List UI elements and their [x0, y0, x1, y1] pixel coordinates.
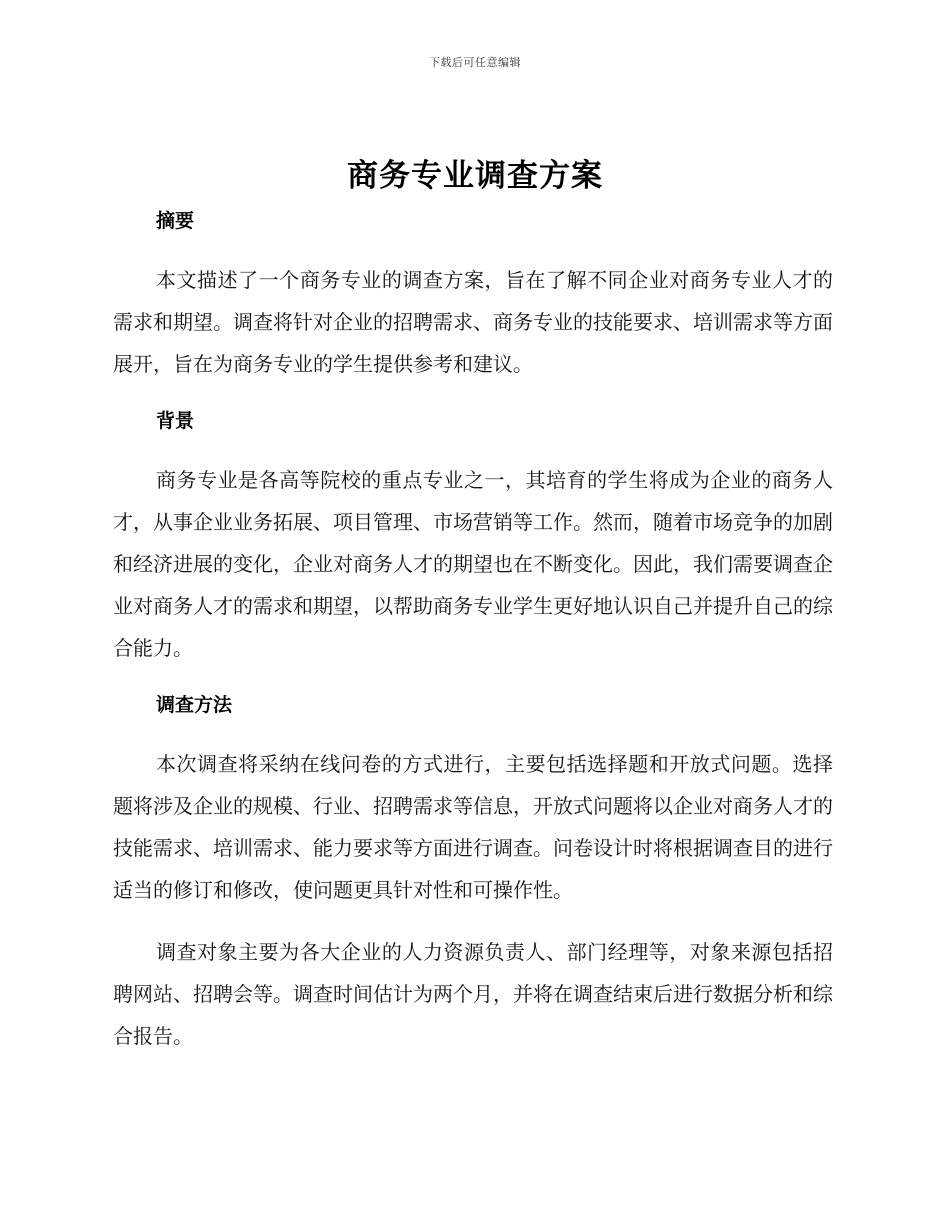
paragraph: 本文描述了一个商务专业的调查方案，旨在了解不同企业对商务专业人才的需求和期望。调查将针对企业的招聘需求、商务专业的技能要求、培训需求等方面展开，旨在为商务专业的学生提供参考和建议。: [113, 268, 833, 376]
section-heading: 背景: [156, 410, 195, 432]
section-heading: 摘要: [156, 210, 195, 232]
document-title: 商务专业调查方案: [347, 158, 603, 194]
header-note: 下载后可任意编辑: [429, 56, 521, 69]
document-body: [113, 205, 833, 1057]
section-heading: 调查方法: [156, 694, 233, 716]
paragraph: 本次调查将采纳在线问卷的方式进行，主要包括选择题和开放式问题。选择题将涉及企业的规模、行业、招聘需求等信息，开放式问题将以企业对商务人才的技能需求、培训需求、能力要求等方面进行调查。问卷设计时将根据调查目的进行适当的修订和修改，使问题更具针对性和可操作性。: [113, 752, 833, 902]
paragraph: 调查对象主要为各大企业的人力资源负责人、部门经理等，对象来源包括招聘网站、招聘会等。调查时间估计为两个月，并将在调查结束后进行数据分析和综合报告。: [113, 940, 833, 1048]
section-method: [113, 689, 833, 1057]
section-background: [113, 405, 833, 689]
section-abstract: [113, 205, 833, 405]
paragraph: 商务专业是各高等院校的重点专业之一，其培育的学生将成为企业的商务人才，从事企业业务拓展、项目管理、市场营销等工作。然而，随着市场竞争的加剧和经济进展的变化，企业对商务人才的期望也在不断变化。因此，我们需要调查企业对商务人才的需求和期望，以帮助商务专业学生更好地认识自己并提升自己的综合能力。: [113, 468, 833, 660]
